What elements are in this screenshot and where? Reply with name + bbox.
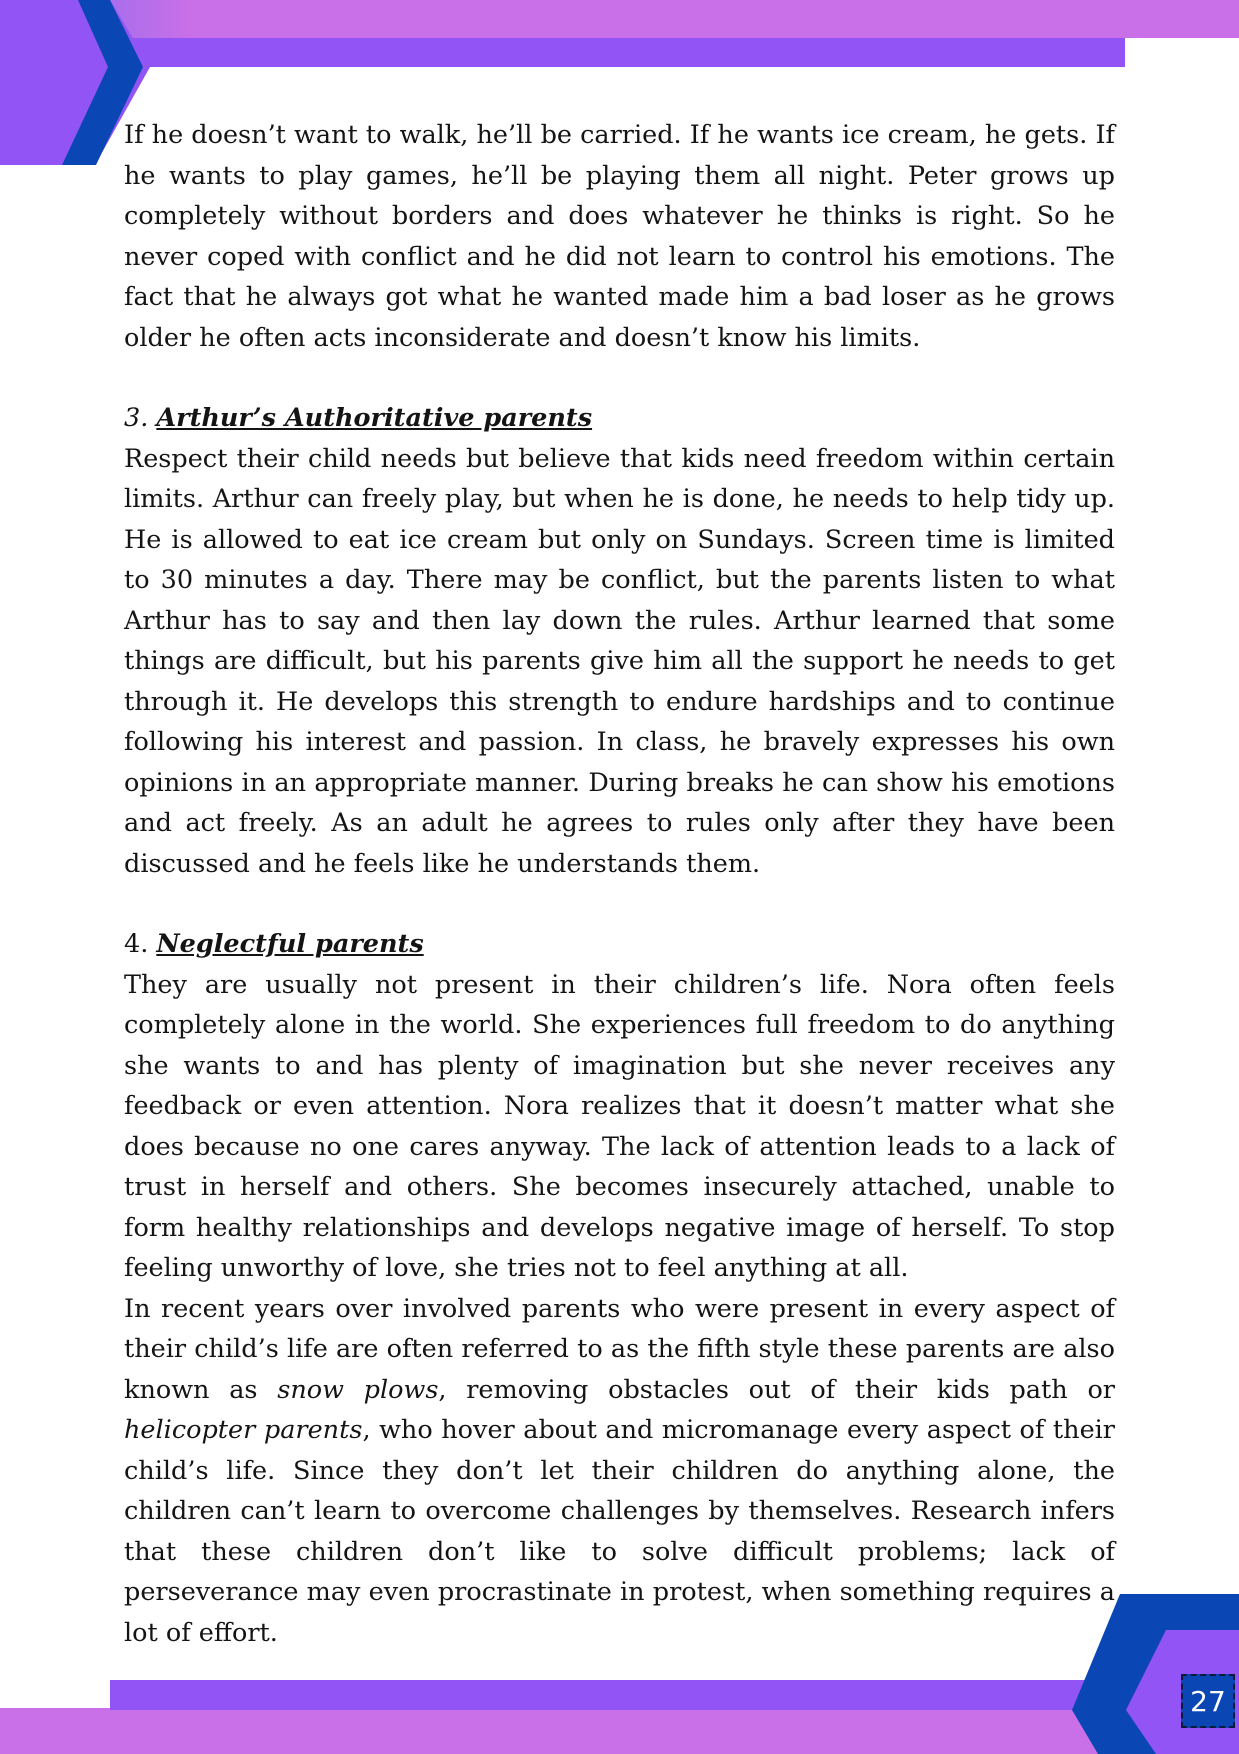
header-band bbox=[0, 0, 1239, 38]
page-content bbox=[124, 115, 1115, 1653]
spacer bbox=[124, 884, 1115, 924]
term-snow-plows: snow plows bbox=[277, 1374, 439, 1405]
page-number: 27 bbox=[1181, 1674, 1235, 1728]
section-title: Neglectful parents bbox=[156, 929, 424, 959]
spacer bbox=[124, 358, 1115, 398]
closing-text: In recent years over involved parents who were present in every aspect of their child’s life are often referred to as the fifth style these parents are also known as bbox=[124, 1293, 1115, 1405]
closing-text: , removing obstacles out of their kids path or bbox=[438, 1374, 1115, 1405]
paragraph-overinvolved bbox=[124, 1289, 1115, 1654]
section-heading-authoritative bbox=[124, 398, 1115, 439]
closing-text: , who hover about and micromanage every aspect of their child’s life. Since they don’t let their children do anything alone, the children can’t learn to overcome challenges by themselves. Research infers that these children don’t like to solve difficult problems; lack of perseverance may even procrastinate in protest, when something requires a lot of effort. bbox=[124, 1415, 1116, 1648]
section-number: 4. bbox=[124, 929, 149, 959]
header-bar bbox=[120, 38, 1125, 67]
footer-band bbox=[0, 1708, 1239, 1754]
footer-bar bbox=[110, 1680, 1110, 1710]
section-title: Arthur’s Authoritative parents bbox=[156, 403, 593, 433]
section-number: 3. bbox=[124, 403, 149, 433]
section-heading-neglectful bbox=[124, 924, 1115, 965]
term-helicopter-parents: helicopter parents bbox=[124, 1415, 363, 1445]
paragraph-neglectful: They are usually not present in their children’s life. Nora often feels completely alone in the world. She experiences full freedom to do anything she wants to and has plenty of imagination but she never receives any feedback or even attention. Nora realizes that it doesn’t matter what she does because no one cares anyway. The lack of attention leads to a lack of trust in herself and others. She becomes insecurely attached, unable to form healthy relationships and develops negative image of herself. To stop feeling unworthy of love, she tries not to feel anything at all. bbox=[124, 969, 1115, 1283]
paragraph-authoritative: Respect their child needs but believe that kids need freedom within certain limits. Arthur can freely play, but when he is done, he needs to help tidy up. He is allowed to eat ice cream but only on Sundays. Screen time is limited to 30 minutes a day. There may be conflict, but the parents listen to what Arthur has to say and then lay down the rules. Arthur learned that some things are difficult, but his parents give him all the support he needs to get through it. He develops this strength to endure hardships and to continue following his interest and passion. In class, he bravely expresses his own opinions in an appropriate manner. During breaks he can show his emotions and act freely. As an adult he agrees to rules only after they have been discussed and he feels like he understands them. bbox=[124, 443, 1115, 879]
paragraph-peter-permissive: If he doesn’t want to walk, he’ll be carried. If he wants ice cream, he gets. If he wants to play games, he’ll be playing them all night. Peter grows up completely without borders and does whatever he thinks is right. So he never coped with conflict and he did not learn to control his emotions. The fact that he always got what he wanted made him a bad loser as he grows older he often acts inconsiderate and doesn’t know his limits. bbox=[124, 120, 1115, 353]
